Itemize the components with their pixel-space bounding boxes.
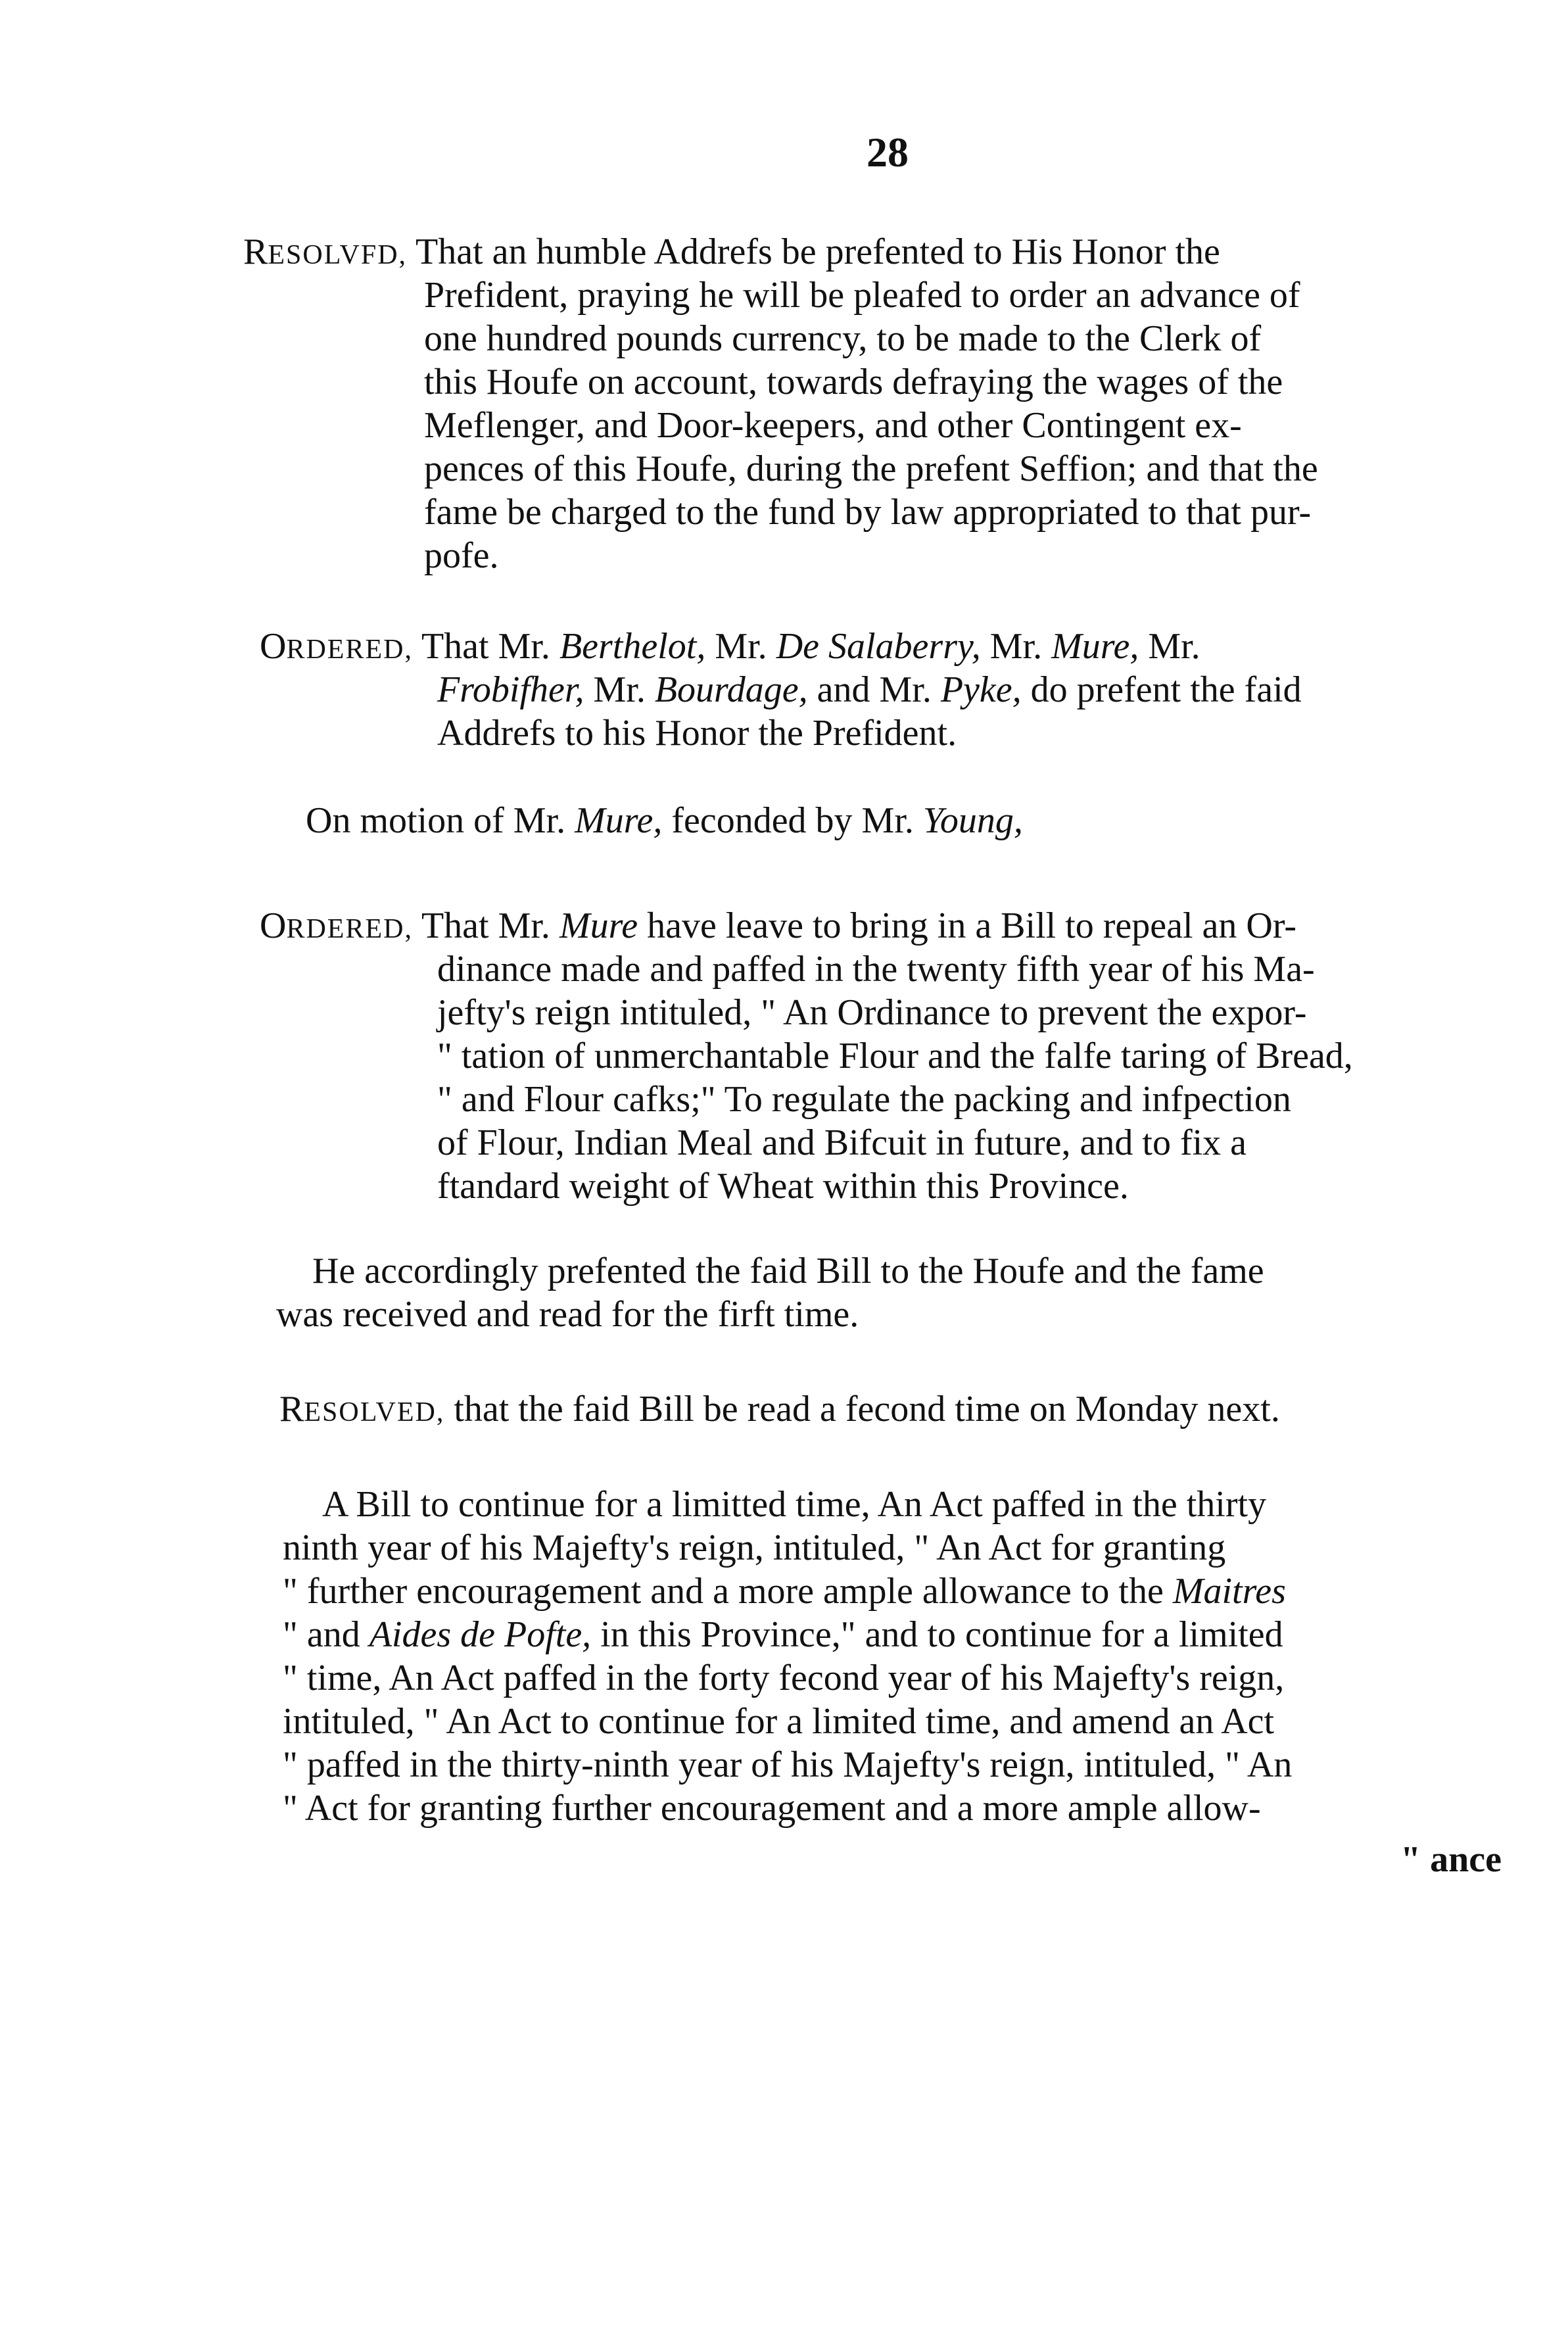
text: On motion of Mr. — [306, 800, 566, 841]
line: " tation of unmerchantable Flour and the falfe taring of Bread, — [437, 1036, 1353, 1076]
line: pofe. — [424, 535, 499, 576]
ordered-paragraph-2 — [260, 904, 1296, 951]
heading-rest: ESOLVFD, — [268, 240, 408, 270]
heading-initial: O — [260, 905, 287, 946]
line — [279, 1387, 1280, 1434]
name: De Salaberry, — [776, 626, 981, 667]
name: Pyke, — [940, 669, 1022, 710]
line: intituled, " An Act to continue for a limited time, and amend an Act — [283, 1701, 1275, 1742]
text: That Mr. — [421, 626, 550, 667]
line — [306, 799, 1023, 842]
text: Mr. — [989, 626, 1043, 667]
text: " and — [283, 1614, 360, 1655]
heading-rest: RDERED, — [286, 635, 413, 665]
heading-initial: O — [260, 626, 287, 667]
line: jefty's reign intituled, " An Ordinance to prevent the expor- — [437, 992, 1307, 1033]
text: in this Province," and to continue for a limited — [600, 1614, 1283, 1655]
heading-rest: RDERED, — [286, 914, 413, 944]
text: feconded by Mr. — [671, 800, 914, 841]
ordered-paragraph-2-body — [437, 948, 1353, 1208]
name: Mure — [559, 905, 638, 946]
bill-paragraph — [283, 1483, 1292, 1830]
name: Mure, — [1051, 626, 1139, 667]
ordered-paragraph-1-body — [437, 668, 1302, 755]
line: ftandard weight of Wheat within this Province. — [437, 1166, 1129, 1207]
text: have leave to bring in a Bill to repeal an Or- — [647, 905, 1297, 946]
line: Prefident, praying he will be pleafed to order an advance of — [424, 275, 1300, 316]
ordered-paragraph-1 — [260, 625, 1200, 671]
line: of Flour, Indian Meal and Bifcuit in future, and to fix a — [437, 1122, 1247, 1163]
line — [437, 668, 1302, 711]
text: Mr. — [715, 626, 767, 667]
line: one hundred pounds currency, to be made to the Clerk of — [424, 318, 1262, 359]
name: Maitres — [1172, 1571, 1286, 1612]
motion-paragraph — [306, 799, 1023, 842]
resolved-paragraph-1-body — [424, 274, 1318, 577]
name: Frobifher, — [437, 669, 584, 710]
line: " time, An Act paffed in the forty fecond year of his Majefty's reign, — [283, 1658, 1285, 1698]
text: do prefent the faid — [1030, 669, 1302, 710]
line — [283, 1613, 1292, 1656]
text: " further encouragement and a more ample allowance to the — [283, 1571, 1164, 1612]
line — [243, 230, 1220, 277]
text: Mr. — [1148, 626, 1200, 667]
heading-rest: ESOLVED, — [304, 1397, 445, 1428]
resolved-paragraph-1 — [243, 230, 1220, 277]
line: He accordingly prefented the faid Bill to the Houfe and the fame — [312, 1251, 1264, 1291]
resolved-paragraph-2 — [279, 1387, 1280, 1434]
line: Meflenger, and Door-keepers, and other Contingent ex- — [424, 405, 1242, 446]
name: Berthelot, — [559, 626, 706, 667]
name: Young, — [922, 800, 1023, 841]
page-number: 28 — [867, 129, 909, 176]
line — [260, 904, 1296, 951]
line: Addrefs to his Honor the Prefident. — [437, 713, 957, 754]
text: That Mr. — [421, 905, 550, 946]
text: and Mr. — [817, 669, 932, 710]
name: Aides de Pofte, — [369, 1614, 592, 1655]
presented-paragraph — [276, 1249, 1264, 1336]
name: Mure, — [575, 800, 663, 841]
heading-initial: R — [279, 1389, 304, 1429]
line: " paffed in the thirty-ninth year of his Majefty's reign, intituled, " An — [283, 1744, 1293, 1785]
catchword: " ance — [1400, 1839, 1502, 1880]
line: A Bill to continue for a limitted time, An Act paffed in the thirty — [322, 1484, 1267, 1525]
line: dinance made and paffed in the twenty fifth year of his Ma- — [437, 949, 1315, 990]
line: pences of this Houfe, during the prefent Seffion; and that the — [424, 448, 1318, 489]
text: That an humble Addrefs be prefented to His Honor the — [416, 231, 1220, 272]
line: this Houfe on account, towards defraying the wages of the — [424, 362, 1283, 402]
line: ninth year of his Majefty's reign, intituled, " An Act for granting — [283, 1527, 1226, 1568]
line: fame be charged to the fund by law appropriated to that pur- — [424, 492, 1312, 533]
line — [260, 625, 1200, 671]
heading-initial: R — [243, 231, 268, 272]
text: that the faid Bill be read a fecond time on Monday next. — [454, 1389, 1280, 1429]
name: Bourdage, — [654, 669, 808, 710]
line: " and Flour cafks;" To regulate the packing and infpection — [437, 1079, 1291, 1120]
line: " Act for granting further encouragement and a more ample allow- — [283, 1788, 1261, 1829]
line — [283, 1570, 1292, 1613]
line: was received and read for the firft time. — [276, 1294, 859, 1335]
text: Mr. — [593, 669, 646, 710]
